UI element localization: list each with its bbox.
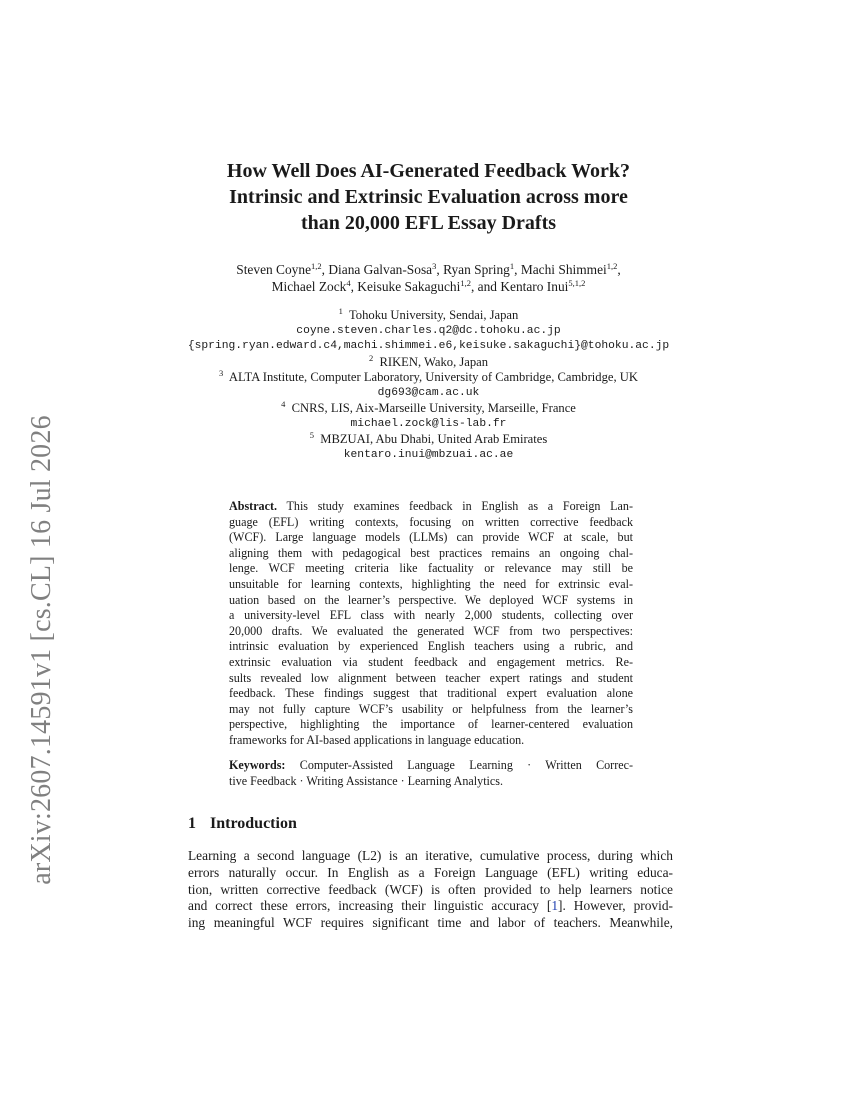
email-link[interactable]: michael.zock@lis-lab.fr bbox=[350, 417, 507, 430]
author-affil-mark: 1,2 bbox=[460, 278, 471, 288]
email-link[interactable]: kentaro.inui@mbzuai.ac.ae bbox=[343, 448, 514, 461]
separator: , bbox=[350, 279, 358, 294]
affil-name: RIKEN, Wako, Japan bbox=[379, 354, 489, 369]
affiliation-2 bbox=[150, 352, 707, 371]
affil-name: CNRS, LIS, Aix-Marseille University, Marseille, France bbox=[291, 401, 576, 415]
affiliations bbox=[150, 308, 707, 463]
affil-number: 4 bbox=[281, 399, 286, 409]
abstract-line: sults revealed low alignment between teacher expert ratings and student bbox=[229, 670, 633, 685]
author-line-2 bbox=[150, 278, 707, 295]
author-name: Diana Galvan-Sosa bbox=[328, 262, 433, 277]
author-line-1 bbox=[150, 261, 707, 278]
keywords bbox=[229, 758, 633, 789]
body-line bbox=[188, 898, 673, 915]
email-link[interactable]: dg693@cam.ac.uk bbox=[377, 386, 480, 399]
affiliation-5 bbox=[150, 432, 707, 448]
separator: , bbox=[617, 262, 621, 277]
affil-number: 2 bbox=[368, 352, 374, 363]
abstract-line: frameworks for AI-based applications in language education. bbox=[229, 732, 525, 747]
email-link[interactable]: coyne.steven.charles.q2@dc.tohoku.ac.jp bbox=[296, 324, 561, 337]
author-name: Ryan Spring bbox=[443, 262, 510, 277]
abstract-line: may not fully capture WCF’s usability or helpfulness from the learner’s bbox=[229, 701, 633, 716]
affil-number: 1 bbox=[338, 306, 343, 316]
section-number: 1 bbox=[188, 815, 196, 832]
body-text: and correct these errors, increasing their linguistic accuracy [ bbox=[188, 898, 552, 914]
section-heading bbox=[188, 815, 297, 833]
title-line-2: Intrinsic and Extrinsic Evaluation across more bbox=[229, 186, 628, 208]
title-line-1: How Well Does AI-Generated Feedback Work? bbox=[226, 160, 631, 182]
title-line-3: than 20,000 EFL Essay Drafts bbox=[300, 212, 557, 234]
author-name: Keisuke Sakaguchi bbox=[357, 279, 461, 294]
abstract-line: aligning them with pedagogical best practices remains an ongoing chal- bbox=[229, 545, 633, 560]
affiliation-1 bbox=[150, 308, 707, 324]
abstract-line bbox=[229, 499, 633, 515]
author-name: Steven Coyne bbox=[236, 262, 312, 277]
abstract-line: unsuitable for learning contexts, highlighting the need for extrinsic eval- bbox=[229, 576, 633, 591]
abstract-line: feedback. These findings suggest that traditional expert evaluation alone bbox=[229, 686, 633, 701]
abstract-line: extrinsic evaluation via student feedback and engagement metrics. Re- bbox=[229, 654, 633, 669]
affiliation-3 bbox=[150, 370, 707, 386]
body-text: ]. However, provid- bbox=[558, 898, 673, 914]
abstract-line: (WCF). Large language models (LLMs) can provide WCF at scale, but bbox=[229, 530, 633, 545]
author-affil-mark: 1,2 bbox=[606, 261, 618, 271]
arxiv-side-stamp bbox=[0, 0, 80, 1109]
author-affil-mark: 1 bbox=[509, 261, 515, 271]
abstract-line: intrinsic evaluation by experienced English teachers using a rubric, and bbox=[229, 639, 633, 654]
keywords-text: Computer-Assisted Language Learning · Written Correc- bbox=[299, 758, 634, 772]
affil-name: ALTA Institute, Computer Laboratory, University of Cambridge, Cambridge, UK bbox=[228, 370, 638, 384]
affil-name: Tohoku University, Sendai, Japan bbox=[348, 308, 519, 322]
separator: , bbox=[321, 262, 329, 277]
body-line: ing meaningful WCF requires significant time and labor of teachers. Meanwhile, bbox=[188, 915, 673, 931]
abstract-line: guage (EFL) writing contexts, focusing on written corrective feedback bbox=[229, 514, 633, 529]
abstract-line: uation based on the learner’s perspective. We deployed WCF systems in bbox=[229, 592, 633, 607]
affil-name: MBZUAI, Abu Dhabi, United Arab Emirates bbox=[320, 432, 548, 446]
author-affil-mark: 4 bbox=[346, 278, 351, 288]
author-affil-mark: 5,1,2 bbox=[568, 278, 586, 288]
separator: , bbox=[514, 262, 521, 277]
body-line: errors naturally occur. In English as a Foreign Language (EFL) writing educa- bbox=[188, 864, 673, 880]
body-line: Learning a second language (L2) is an iterative, cumulative process, during which bbox=[188, 848, 673, 863]
arxiv-identifier: arXiv:2607.14591v1 [cs.CL] 16 Jul 2026 bbox=[26, 415, 57, 885]
author-name: Machi Shimmei bbox=[520, 262, 607, 277]
abstract-line: a university-level EFL class with nearly 2,000 students, collecting over bbox=[229, 608, 633, 623]
body-line: tion, written corrective feedback (WCF) is often provided to help learners notice bbox=[188, 881, 673, 897]
keywords-line bbox=[229, 758, 633, 774]
author-affil-mark: 1,2 bbox=[311, 261, 322, 271]
abstract-line: lenge. WCF meeting criteria like factuality or relevance may still be bbox=[229, 561, 633, 576]
author-list bbox=[150, 261, 707, 295]
author-affil-mark: 3 bbox=[432, 261, 437, 271]
author-name: Kentaro Inui bbox=[500, 279, 569, 294]
intro-paragraph bbox=[188, 848, 673, 932]
keywords-label: Keywords: bbox=[229, 758, 286, 772]
paper-title bbox=[150, 158, 707, 236]
keywords-line: tive Feedback · Writing Assistance · Learning Analytics. bbox=[229, 773, 504, 788]
abstract-line: 20,000 drafts. We evaluated the generated WCF from two perspectives: bbox=[229, 623, 633, 638]
affiliation-4 bbox=[150, 401, 707, 417]
separator: , and bbox=[470, 279, 501, 294]
separator: , bbox=[436, 262, 444, 277]
abstract bbox=[229, 499, 633, 749]
author-name: Michael Zock bbox=[271, 279, 347, 294]
section-title: Introduction bbox=[210, 815, 297, 832]
abstract-line: perspective, highlighting the importance of learner-centered evaluation bbox=[229, 717, 633, 732]
email-link[interactable]: {spring.ryan.edward.c4,machi.shimmei.e6,keisuke.sakaguchi}@tohoku.ac.jp bbox=[187, 340, 670, 352]
affil-number: 5 bbox=[309, 430, 314, 440]
abstract-label: Abstract. bbox=[229, 499, 278, 513]
abstract-text: This study examines feedback in English as a Foreign Lan- bbox=[286, 499, 634, 513]
affil-number: 3 bbox=[219, 368, 224, 378]
citation-link[interactable]: 1 bbox=[551, 898, 559, 914]
